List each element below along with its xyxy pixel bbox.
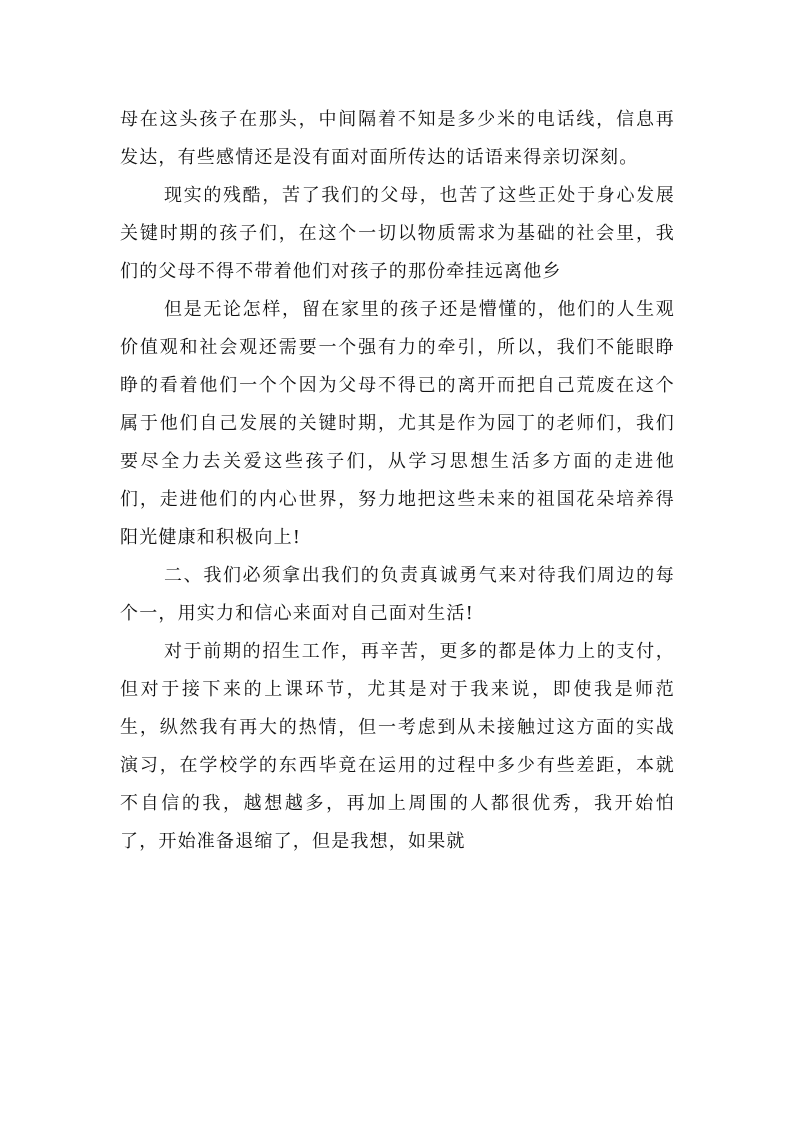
section-heading-two: 二、我们必须拿出我们的负责真诚勇气来对待我们周边的每个一，用实力和信心来面对自己面对生活!	[120, 565, 675, 624]
paragraph-5: 对于前期的招生工作，再辛苦，更多的都是体力上的支付，但对于接下来的上课环节，尤其是对于我来说，即使我是师范生，纵然我有再大的热情，但一考虑到从未接触过这方面的实战演习，在学校学的东西毕竟在运用的过程中多少有些差距，本就不自信的我，越想越多，再加上周围的人都很优秀，我开始怕了，开始准备退缩了，但是我想，如果就	[120, 641, 675, 852]
document-body	[120, 101, 675, 861]
paragraph-1: 母在这头孩子在那头，中间隔着不知是多少米的电话线，信息再发达，有些感情还是没有面对面所传达的话语来得亲切深刻。	[120, 109, 675, 168]
paragraph-3: 但是无论怎样，留在家里的孩子还是懵懂的，他们的人生观价值观和社会观还需要一个强有力的牵引，所以，我们不能眼睁睁的看着他们一个个因为父母不得已的离开而把自己荒废在这个属于他们自己发展的关键时期，尤其是作为园丁的老师们，我们要尽全力去关爱这些孩子们，从学习思想生活多方面的走进他们，走进他们的内心世界，努力地把这些未来的祖国花朵培养得阳光健康和积极向上!	[120, 299, 675, 548]
paragraph-2: 现实的残酷，苦了我们的父母，也苦了这些正处于身心发展关键时期的孩子们，在这个一切以物质需求为基础的社会里，我们的父母不得不带着他们对孩子的那份牵挂远离他乡	[120, 185, 675, 282]
